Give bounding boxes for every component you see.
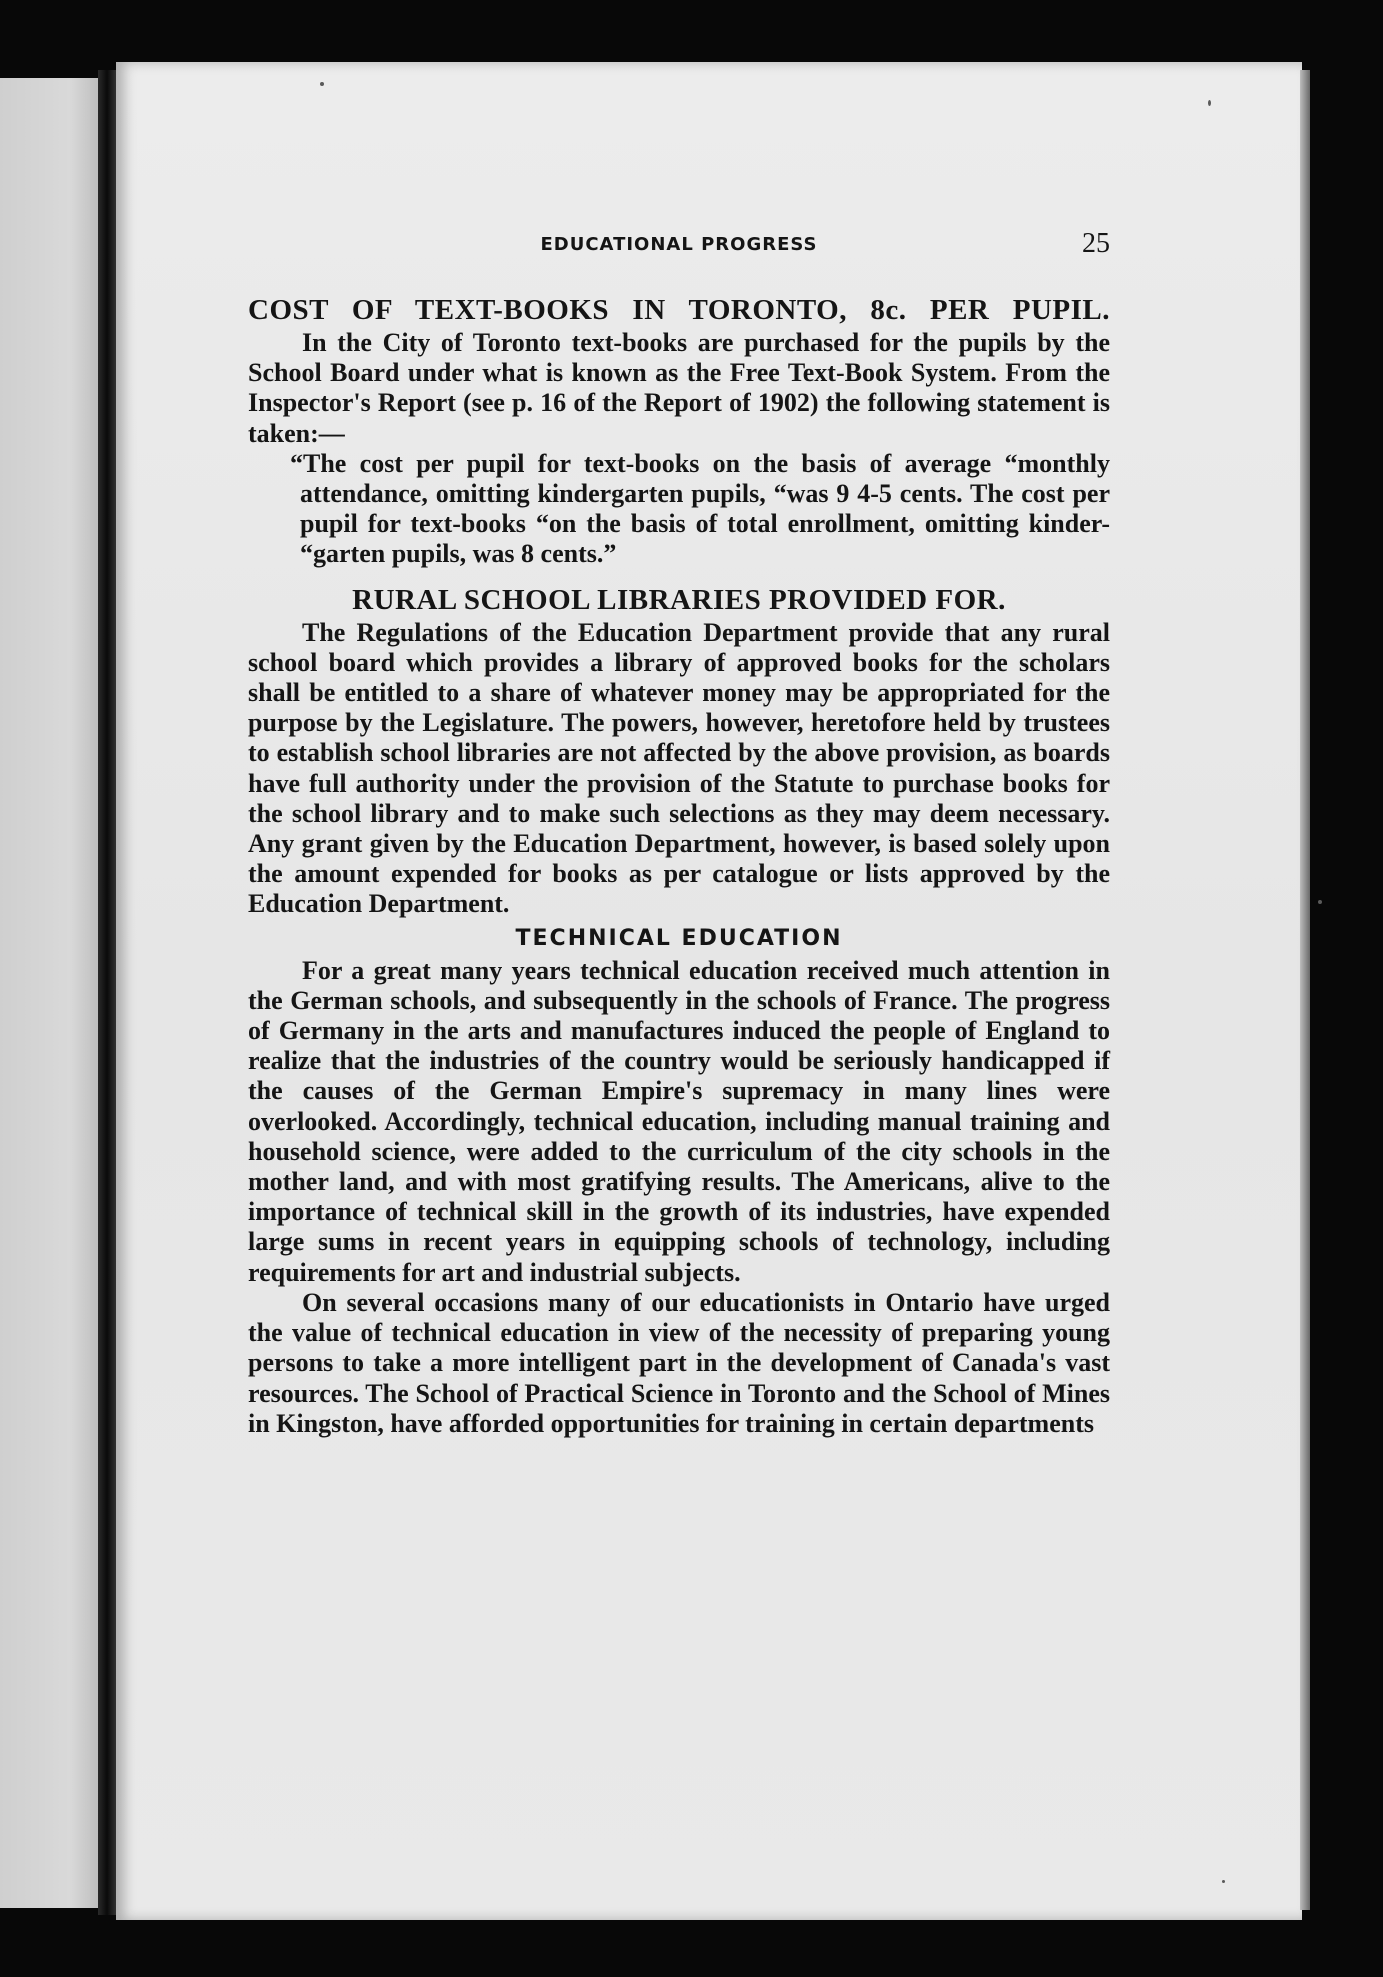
section-heading-technical-education: TECHNICAL EDUCATION <box>515 925 843 951</box>
running-head <box>248 228 1110 262</box>
paragraph-technical-education-1: For a great many years technical education received much attention in the German schools, and subsequently in the schools of France. The progress of Germany in the arts and manufactures induced the people of England to realize that the industries of the country would be seriously handicapped if the causes of the German Empire's supremacy in many lines were overlooked. Accordingly, technical education, including manual training and household science, were added to the curriculum of the city schools in the mother land, and with most gratifying results. The Americans, alive to the importance of technical skill in the growth of its industries, have expended large sums in recent years in equipping schools of technology, including requirements for art and industrial subjects. <box>248 955 1110 1287</box>
quotation-inspector-report: “The cost per pupil for text-books on the basis of average “monthly attendance, omitting kindergarten pupils, “was 9 4-5 cents. The cost per pupil for text-books “on the basis of total enrollment, omitting kinder- “garten pupils, was 8 cents.” <box>290 448 1110 569</box>
paragraph-textbook-cost: In the City of Toronto text-books are purchased for the pupils by the School Board under what is known as the Free Text-Book System. From the Inspector's Report (see p. 16 of the Report of 1902) the following statement is taken:— <box>248 328 1110 448</box>
scan-speck <box>1318 900 1322 904</box>
scan-speck <box>320 82 324 86</box>
paragraph-technical-education-2: On several occasions many of our educationists in Ontario have urged the value of technical education in view of the necessity of preparing young persons to take a more intelligent part in the development of Canada's vast resources. The School of Practical Science in Toronto and the School of Mines in Kingston, have afforded opportunities for training in certain departments <box>248 1287 1110 1438</box>
facing-page-edge <box>0 78 100 1908</box>
scan-speck <box>1208 100 1211 106</box>
page-text-block <box>248 228 1110 1439</box>
page-right-edge <box>1300 70 1310 1910</box>
page-number: 25 <box>1082 228 1110 259</box>
section-heading-rural-libraries: RURAL SCHOOL LIBRARIES PROVIDED FOR. <box>352 583 1006 616</box>
book-spine <box>98 70 118 1915</box>
paragraph-rural-libraries: The Regulations of the Education Department provide that any rural school board which provides a library of approved books for the scholars shall be entitled to a share of whatever money may be appropriated for the purpose by the Legislature. The powers, however, heretofore held by trustees to establish school libraries are not affected by the above provision, as boards have full authority under the provision of the Statute to purchase books for the school library and to make such selections as they may deem necessary. Any grant given by the Education Department, however, is based solely upon the amount expended for books as per catalogue or lists approved by the Education Department. <box>248 617 1110 919</box>
running-title: EDUCATIONAL PROGRESS <box>540 234 818 255</box>
section-heading-textbook-cost: COST OF TEXT-BOOKS IN TORONTO, 8c. PER PUPIL. <box>248 294 1110 326</box>
scan-speck <box>1222 1880 1225 1883</box>
